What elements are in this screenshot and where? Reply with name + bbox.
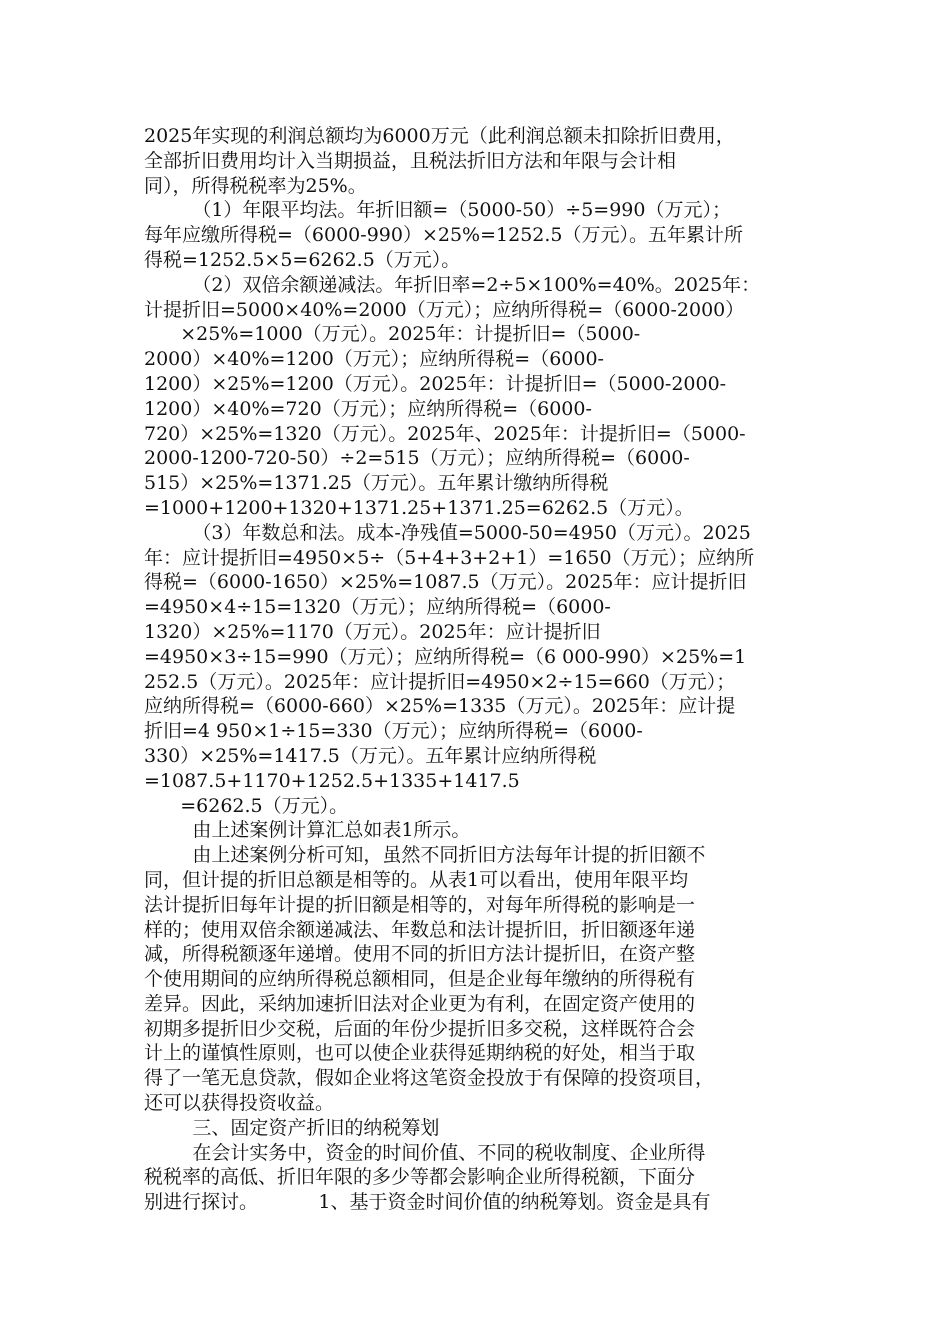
text-line: 折旧=4 950×1÷15=330（万元）；应纳所得税=（6000- <box>144 720 643 743</box>
text-line: 还可以获得投资收益。 <box>144 1092 335 1115</box>
text-line: 每年应缴所得税=（6000-990）×25%=1252.5（万元）。五年累计所 <box>144 224 744 247</box>
text-line: 同，但计提的折旧总额是相等的。从表1可以看出，使用年限平均 <box>144 868 689 891</box>
text-line: 1320）×25%=1170（万元）。2025年：应计提折旧 <box>144 620 601 643</box>
body-text <box>144 124 824 1215</box>
text-line: =4950×4÷15=1320（万元）；应纳所得税=（6000- <box>144 596 611 619</box>
text-line: 减，所得税额逐年递增。使用不同的折旧方法计提折旧，在资产整 <box>144 943 696 966</box>
text-line: 样的；使用双倍余额递减法、年数总和法计提折旧，折旧额逐年递 <box>144 918 696 941</box>
text-line: 330）×25%=1417.5（万元）。五年累计应纳所得税 <box>144 744 597 767</box>
text-line: 别进行探讨。 1、基于资金时间价值的纳税筹划。资金是具有 <box>144 1191 711 1214</box>
text-line: =6262.5（万元）。 <box>144 794 349 817</box>
text-line: 1200）×40%=720（万元）；应纳所得税=（6000- <box>144 397 592 420</box>
text-line: 计提折旧=5000×40%=2000（万元）；应纳所得税=（6000-2000） <box>144 298 745 321</box>
text-line: 1200）×25%=1200（万元）。2025年：计提折旧=（5000-2000- <box>144 372 727 395</box>
text-line: 由上述案例计算汇总如表1所示。 <box>144 819 471 842</box>
text-line: 720）×25%=1320（万元）。2025年、2025年：计提折旧=（5000- <box>144 422 746 445</box>
text-line: 2000-1200-720-50）÷2=515（万元）；应纳所得税=（6000- <box>144 447 690 470</box>
text-line: 得税=1252.5×5=6262.5（万元）。 <box>144 248 461 271</box>
text-line: =1087.5+1170+1252.5+1335+1417.5 <box>144 769 520 792</box>
text-line: 2000）×40%=1200（万元）；应纳所得税=（6000- <box>144 348 604 371</box>
text-line: 计上的谨慎性原则，也可以使企业获得延期纳税的好处，相当于取 <box>144 1042 696 1065</box>
text-line: 得税=（6000-1650）×25%=1087.5（万元）。2025年：应计提折旧 <box>144 571 747 594</box>
text-line: 252.5（万元）。2025年：应计提折旧=4950×2÷15=660（万元）； <box>144 670 736 693</box>
text-line: 同），所得税税率为25%。 <box>144 174 367 197</box>
text-line: 差异。因此，采纳加速折旧法对企业更为有利，在固定资产使用的 <box>144 992 696 1015</box>
text-line: （1）年限平均法。年折旧额=（5000-50）÷5=990（万元）； <box>144 199 731 222</box>
text-line: 在会计实务中，资金的时间价值、不同的税收制度、企业所得 <box>144 1141 706 1164</box>
text-line: 515）×25%=1371.25（万元）。五年累计缴纳所得税 <box>144 472 609 495</box>
text-line: 法计提折旧每年计提的折旧额是相等的，对每年所得税的影响是一 <box>144 893 696 916</box>
text-line: 得了一笔无息贷款，假如企业将这笔资金投放于有保障的投资项目， <box>144 1067 715 1090</box>
text-line: 2025年实现的利润总额均为6000万元（此利润总额未扣除折旧费用， <box>144 125 735 147</box>
text-line: （2）双倍余额递减法。年折旧率=2÷5×100%=40%。2025年： <box>144 273 761 296</box>
text-line: （3）年数总和法。成本-净残值=5000-50=4950（万元）。2025 <box>144 521 751 544</box>
text-line: =1000+1200+1320+1371.25+1371.25=6262.5（万元）。 <box>144 496 694 519</box>
text-line: 由上述案例分析可知，虽然不同折旧方法每年计提的折旧额不 <box>144 844 706 867</box>
text-line: ×25%=1000（万元）。2025年：计提折旧=（5000- <box>144 323 641 346</box>
text-line: 全部折旧费用均计入当期损益，且税法折旧方法和年限与会计相 <box>144 149 677 172</box>
text-line: 个使用期间的应纳所得税总额相同，但是企业每年缴纳的所得税有 <box>144 968 696 991</box>
section-heading: 三、固定资产折旧的纳税筹划 <box>144 1116 440 1139</box>
text-line: 年：应计提折旧=4950×5÷（5+4+3+2+1）=1650（万元）；应纳所 <box>144 546 755 569</box>
text-line: 初期多提折旧少交税，后面的年份少提折旧多交税，这样既符合会 <box>144 1017 696 1040</box>
text-line: =4950×3÷15=990（万元）；应纳所得税=（6 000-990）×25%=1 <box>144 645 747 668</box>
text-line: 应纳所得税=（6000-660）×25%=1335（万元）。2025年：应计提 <box>144 695 736 718</box>
text-line: 税税率的高低、折旧年限的多少等都会影响企业所得税额，下面分 <box>144 1166 696 1189</box>
